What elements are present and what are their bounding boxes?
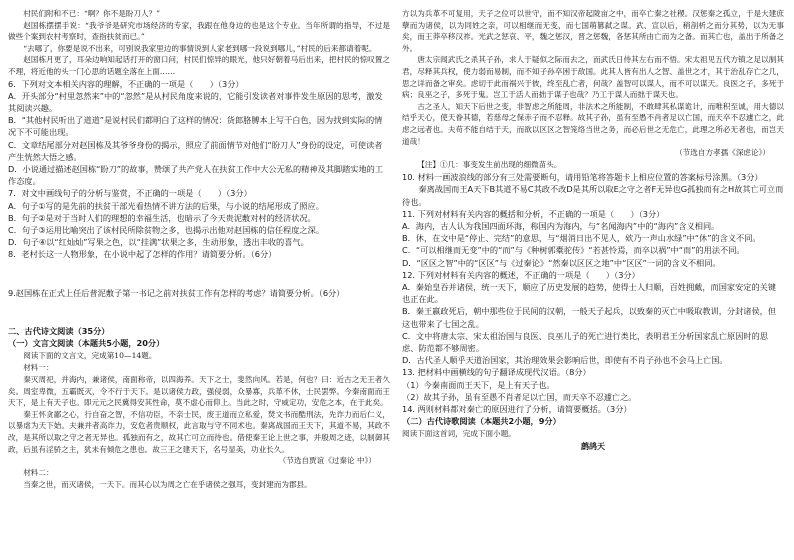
question-6-option-a: A．开头部分“村里忽然来”中的“忽然”是从村民角度来说的，它能引发读者对事件发生原因的思考，激发其阅读兴趣。 [8,90,383,113]
question-12: 12. 下列对材料有关内容的概述，不正确的一项是（ ）（3分） [402,269,640,280]
question-11-option-d: D．“区区之智”中的“区区”与《过秦论》“然秦以区区之地”中“区区”一词的含义不相同。 [402,257,721,268]
material-1-paragraph: 秦王怀贪鄙之心，行自奋之智，不信功臣，不亲士民，废王道而立私爱，焚文书而酷刑法，先诈力而后仁义，以暴虐为天下始。夫兼并者高诈力，安危者贵顺权，此言取与守不同术也。秦离战国而王天下，其道不易，其政不改，是其所以取之守之者无异也。孤独而有之，故其亡可立而待也。借使秦王论上世之事，并殷周之迹，以制御其政，后虽有淫骄之主，犹未有倾危之患也。故三王之建天下，名号显美，功业长久。 [8,409,390,454]
question-6-option-b: B．“其他村民听出了道道”是说村民们都明白了这样的情况：货郎胳膊本上写干白色，因为找到实际的情况下不可能出现。 [8,115,383,138]
subsection-heading: （二）古代诗歌阅读（本题共2小题，9分） [402,416,561,427]
material-2-paragraph: 唐太宗闻武氏之杀其子孙，求人于疑似之际而去之，而武氏日侍其左右而不悟。宋太祖见五代方镇之足以制其君，尽释其兵权，使力弱而易制，而不知子孙卒困于敌国。此其人皆有出人之智、盖世之才，其于治乱存亡之几，思之详而备之审矣。虑切于此而祸兴于彼，终至乱亡者，何哉？盖智可以谋人，而不可以谋天。良医之子，多死于病；良巫之子，多死于鬼。岂工于活人而拙于谋子也哉？乃工于谋人而拙于谋天也。 [402,55,784,100]
question-10: 10. 材料一画波浪线的部分有三处需要断句，请用铅笔将答题卡上相应位置的答案标号涂黑。（3分） [402,172,763,183]
question-7-option-d: D．句子④以“红灿灿”写果之色，以“挂满”状果之多，生动形象，透出丰收的喜气。 [8,237,309,248]
poem-title: 鹧鸪天 [581,440,605,451]
question-13-item: （1）今秦南面而王天下，是上有天子也。 [402,379,555,390]
question-9: 9.赵国栋在正式上任后普泥敷子第一书记之前对扶贫工作有怎样的考虑？请简要分析。（6分） [8,287,345,298]
question-6-option-c: C．文章结尾部分对赵国栋及其爷爷身份的揭示，照应了前面情节对他们“盼刀人”身份的设定，可使读者产生恍然大悟之感。 [8,139,383,162]
passage-paragraph: 赵国栋摆摆手说：“我爷爷是研究市场经济的专家，我跟在他身边的也是这个专业。当年所谓的指导，不过是做些个案到农村考察时，查指扶贫而已。” [8,20,390,42]
question-13: 13. 把材料中画横线的句子翻译成现代汉语。（8分） [402,367,591,378]
reading-instruction: 阅读下面的文言文，完成第10—14题。 [23,351,157,360]
question-11: 11. 下列对材料有关内容的概括和分析，不正确的一项是（ ）（3分） [402,208,665,219]
answer-space [8,261,390,287]
material-2-paragraph: 古之圣人，知天下后世之变，非智虑之所能周，非法术之所能制，不敢肆其私谋诡计，而唯积至诚，用大德以结乎天心，使天眷其德，若慈母之保赤子而不忍释。故其子孙，虽有至愚不肖者足以亡国，而天卒不忍遽亡之，此虑之远者也。夫苟不能自结于天，而欲以区区之智笼络当世之务，而必后世之无危亡，此理之所必无者也，而岂天道哉！ [402,101,784,146]
question-7: 7．对文中画线句子的分析与鉴赏，不正确的一项是（ ）（3分） [8,188,252,199]
passage-paragraph: “去哪了，你要是说不出来，可别说我家里边的事情说到人家老到哪一段说到哪儿，”村民的后来都请着呢。 [23,43,377,53]
question-11-option-b: B．休，在文中是“停止、完结”的意思，与“烟消日出不见人，欸乃一声山水绿”中“休”的含义不同。 [402,233,761,244]
question-7-option-c: C．句子③运用比喻突出了该村民所除贫物之多，也揭示出他对赵国栋的信任程度之深。 [8,225,324,235]
material-2-label: 材料二： [23,468,54,478]
passage-paragraph: 赵国栋月更了，耳朵边响知起话打开的窗口问，村民们惊异的眼光，他只好朝着马后出来，把村民的惊叹置之不理，将近他的头一门心思的话题全落在上面…… [8,55,390,76]
answer-space [8,299,390,325]
question-11-option-a: A．海内，古人认为我国四面环海，称国内为海内，与“名闻海内”中的“海内”含义相同。 [402,220,720,231]
material-1-label: 材料一： [23,363,54,372]
section-heading: 二、古代诗文阅读（35分） [8,325,110,336]
material-2-source: （节选自方孝孺《深虑论》） [675,148,770,158]
question-12-option-c: C．文中将唐太宗、宋太祖治国与良医、良巫儿子的死亡进行类比，表明君王分析国家乱亡原因时的思虑、防范都不够周密。 [402,330,768,353]
annotation-note: 【注】①几：事变发生前出现的细微苗头。 [417,160,562,170]
subsection-heading: （一）文言文阅读（本题共5小题，20分） [8,338,165,349]
question-13-item: （2）故其子孙，虽有至愚不肖者足以亡国，而天卒不忍遽亡之。 [402,391,637,402]
material-1-source: （节选自贾谊《过秦论 中》） [278,456,376,466]
question-12-option-a: A．秦始皇吞并诸侯，统一天下，顺应了历史发展的趋势，使得士人归顺，百姓拥戴，而国家安定的关键也正在此。 [402,281,777,305]
question-11-option-c: C．“可以相继而无变”中的“而”与《种树郭橐驼传》“若甚怜焉，而卒以祸”中“而”的用法不同。 [402,245,745,256]
question-10-text: 秦离战国而王A天下B其道不易C其政不改D是其所以取E之守之者F无异也G孤独而有之H故其亡可立而待也。 [402,184,784,207]
right-column [402,8,784,556]
question-14: 14. 两则材料都对秦亡的原因进行了分析，请简要概括。（3分） [402,403,632,414]
material-2-paragraph: 当秦之世，而灭诸侯，一天下。而其心以为周之亡在乎诸侯之强耳，变封建而为郡县。 [23,480,312,490]
question-6-option-d: D．小说通过描述赵国栋“盼刀”的故事，赞颂了共产党人在扶贫工作中大公无私的精神及其脚踏实地的工作态度。 [8,163,384,187]
passage-paragraph: 村民们附和不已：“啊？你不是盼刀人？” [23,9,161,18]
question-12-option-b: B．秦王嬴政死后，朝中那些位于民间的汉朝，一般天子起兵，以致秦的灭亡中吸取教训，分封诸侯，但这也带来了七国之乱。 [402,306,777,329]
reading-instruction: 阅读下面这首词，完成下面小题。 [402,428,516,438]
question-12-option-d: D．古代圣人顺乎天道治国家，其治理效果会影响后世，即使有不肖子孙也不会马上亡国。 [402,355,728,366]
material-2-continuation: 方以为兵革不可复用，天子之位可以世守，而不知汉帝起陇亩之中，而卒亡秦之社稷。汉惩秦之孤立，于是大建庶孽而为诸侯，以为同姓之亲，可以相继而无变，而七国萌篡弑之谋。武、宣以后，稍剖析之而分其势，以为无事矣，而王莽卒移汉祚。光武之惩哀、平，魏之惩汉，晋之惩魏，各惩其所由亡而为之备。而其亡也，盖出于所备之外。 [402,9,784,53]
question-6: 6．下列对文本相关内容的理解，不正确的一项是（ ）（3分） [8,78,244,89]
material-1-paragraph: 秦灭周祀，并海内，兼诸侯，南面称帝，以四海养。天下之士，斐然向风。若是，何也？曰：近古之无王者久矣。周室卑微，五霸既灭，令不行于天下。是以诸侯力政，强侵弱，众暴寡，兵革不休，士民罢弊。今秦南面而王天下，是上有天子也。即元元之民冀得安其性命，莫不虚心而仰上。当此之时，守威定功，安危之本，在于此矣。 [8,375,390,408]
question-7-option-a: A．句子①写的是先前的扶贫干部光看热情不讲方法的后果，与小说的结尾形成了照应。 [8,200,324,211]
question-8: 8．老村长这一人物形象，在小说中起了怎样的作用？请简要分析。（6分） [8,249,277,260]
question-7-option-b: B．句子②是对于当时人们的理想的幸福生活，也暗示了今天贵泥敷对村的经济状况。 [8,212,316,223]
left-column [8,8,390,556]
